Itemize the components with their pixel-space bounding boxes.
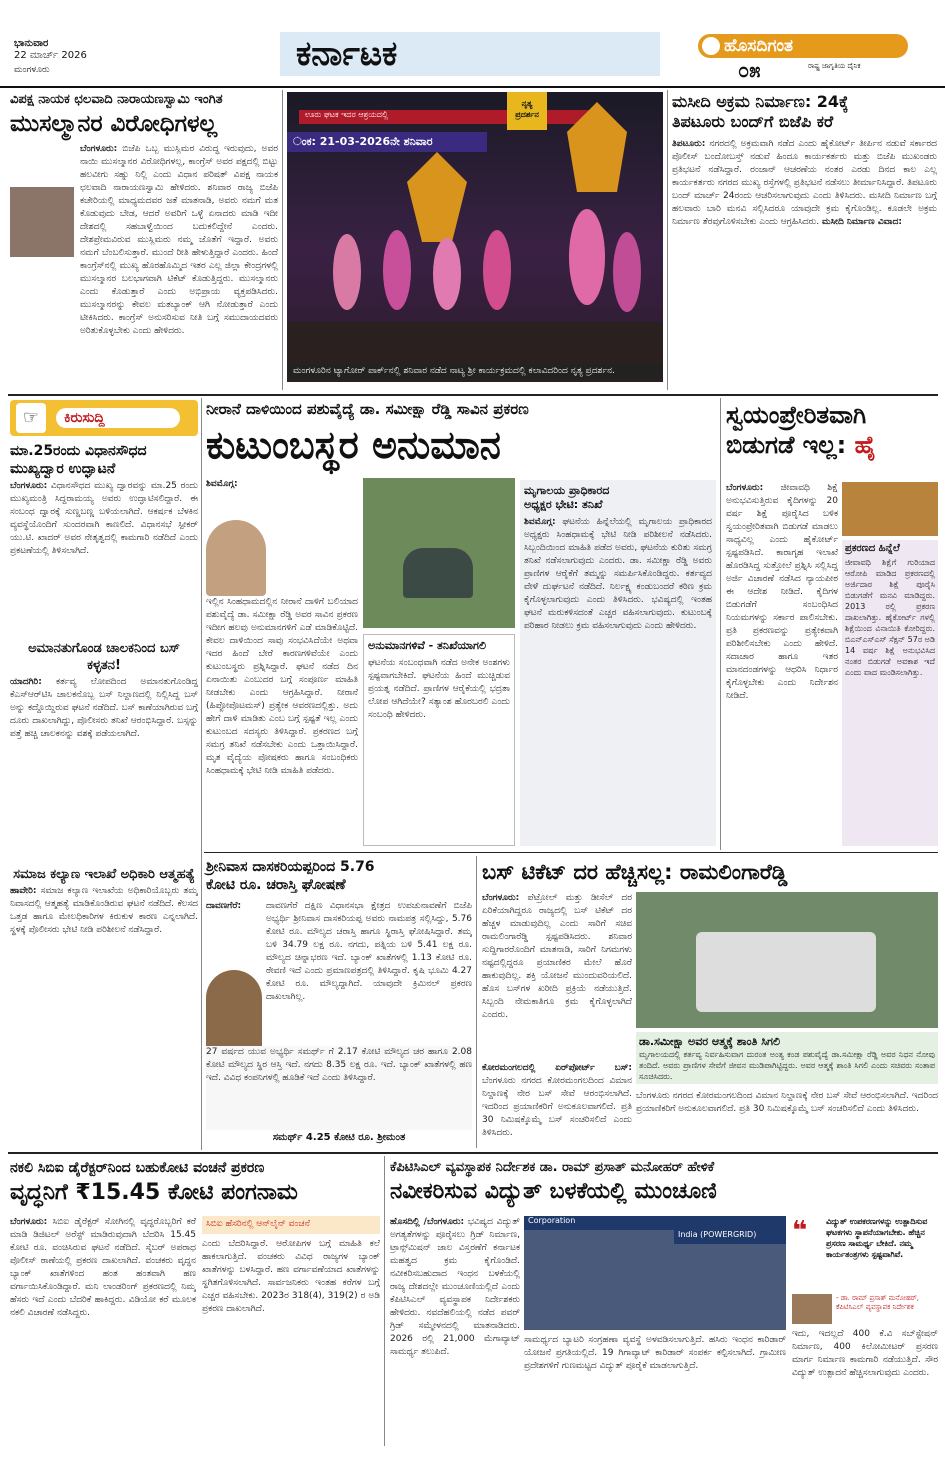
hc-dateline: ಬೆಂಗಳೂರು: — [726, 483, 764, 493]
hc-story — [726, 400, 938, 460]
doubt-box — [363, 634, 515, 846]
story2-subhead: ಮಸೀದಿ ನಿರ್ಮಾಣ ವಿವಾದ: — [822, 217, 902, 227]
hc-body-col — [726, 482, 838, 846]
quote-icon: ❝ — [792, 1216, 808, 1246]
header-date: 22 ಮಾರ್ಚ್ 2026 — [14, 50, 87, 61]
hc-headline-2b: ಹೈ — [854, 431, 877, 459]
politician-photo — [10, 187, 74, 257]
zoo-authority-box — [520, 480, 716, 846]
divider — [667, 90, 668, 390]
bus-photo — [636, 892, 938, 1028]
story1-headline: ಮುಸಲ್ಮಾನರ ವಿರೋಧಿಗಳಲ್ಲ — [10, 111, 218, 137]
photo-caption: ಮಂಗಳೂರಿನ ಟ್ಯಾಗೋರ್ ಪಾರ್ಕ್‌ನಲ್ಲಿ ಶನಿವಾರ ನಡೆದ ನಾಟ್ಯ ಶ್ರೀ ಕಾರ್ಯಕ್ರಮದಲ್ಲಿ ಕಲಾವಿದರಿಂದ ನೃತ್ಯ ಪ್ರದರ್ಶನ. — [287, 364, 663, 378]
doubt-box-body: ಘಟನೆಯ ಸಂಬಂಧವಾಗಿ ನಡೆದ ಅನೇಕ ಅಂಶಗಳು ಸ್ಪಷ್ಟವಾಗಬೇಕಿದೆ. ಘಟನೆಯ ಹಿಂದೆ ಮುಚ್ಚಿಡುವ ಪ್ರಯತ್ನ ನಡೆದಿದೆ. ಪ್ರಾಣಿಗಳ ಆರೈಕೆಯಲ್ಲಿ ಭದ್ರತಾ ಲೋಪ ಆಗಿದೆಯೇ? ಸತ್ಯಾಂಶ ಹೊರಬರಲಿ ಎಂದು ಸಂಬಂಧಿ ಹೇಳಿದರು. — [368, 658, 510, 720]
header-day: ಭಾನುವಾರ — [14, 38, 49, 49]
logo-tagline: ರಾಷ್ಟ್ರ ಜಾಗೃತಿಯ ದೈನಿಕ — [808, 62, 861, 70]
power-body: ಭವಿಷ್ಯದ ವಿದ್ಯುತ್ ಅಗತ್ಯತೆಗಳನ್ನು ಪೂರೈಸಲು ಗ್ರಿಡ್ ನಿರ್ಮಾಣ, ಟ್ರಾನ್ಸ್‌ಮಿಷನ್ ಜಾಲ ವಿಸ್ತರಣೆಗೆ ಕರ್ನಾಟಕ ಮಹತ್ವದ ಕ್ರಮ ಕೈಗೊಂಡಿದೆ. ನವೀಕರಿಸಬಹುದಾದ ಇಂಧನ ಬಳಕೆಯಲ್ಲಿ ರಾಜ್ಯ ದೇಶದಲ್ಲೇ ಮುಂಚೂಣಿಯಲ್ಲಿದೆ ಎಂದು ಕೆಪಿಟಿಸಿಎಲ್ ವ್ಯವಸ್ಥಾಪಕ ನಿರ್ದೇಶಕರು ಹೇಳಿದರು. ನವದೆಹಲಿಯಲ್ಲಿ ನಡೆದ ಪವರ್ ಗ್ರಿಡ್ ಸಮ್ಮೇಳನದಲ್ಲಿ ಮಾತನಾಡಿದರು. 2026 ರಲ್ಲಿ 21,000 ಮೆಗಾವ್ಯಾಟ್ ಸಾಮರ್ಥ್ಯ ತಲುಪಿದೆ. — [390, 1217, 520, 1357]
story2-headline-1: ಮಸೀದಿ ಅಕ್ರಮ ನಿರ್ಮಾಣ: 24ಕ್ಕೆ — [672, 92, 849, 111]
dance-photo — [287, 92, 663, 382]
side-dateline: ಶಿವಮೊಗ್ಗ: — [524, 517, 556, 527]
cbi-story — [10, 1160, 380, 1208]
cbi-dateline: ಬೆಂಗಳೂರು: — [10, 1217, 48, 1227]
crowd-figure — [696, 932, 876, 1012]
bus-sub-head: ಕೋರಮಂಗಲದಲ್ಲಿ ಏರ್‌ಪೋರ್ಟ್ ಬಸ್: — [482, 1063, 632, 1073]
photo-label-2: ಪ್ರದರ್ಶನ — [515, 110, 539, 119]
story2-headline-2: ತಿಪಟೂರು ಬಂದ್‌ಗೆ ಬಿಜೆಪಿ ಕರೆ — [672, 112, 834, 131]
quote-text: ವಿದ್ಯುತ್ ಉಪಕರಣಗಳನ್ನು ಉತ್ಪಾದಿಸುವ ಘಟಕಗಳು ಸ್ಥಾಪನೆಯಾಗಬೇಕು. ಹೆಚ್ಚಿನ ಪ್ರಸರಣ ಸಾಮರ್ಥ್ಯ ಬೇಕಿದೆ. ನಮ್ಮ ಕಾರ್ಯತಂತ್ರಗಳು ಸ್ಪಷ್ಟವಾಗಿವೆ. — [826, 1217, 928, 1259]
side-head-2: ಅಧ್ಯಕ್ಷರ ಭೇಟಿ: ತನಿಖೆ — [524, 498, 603, 511]
cbi-body: ಸಿಬಿಐ ಡೈರೆಕ್ಟರ್ ಸೋಗಿನಲ್ಲಿ ವೃದ್ಧರೊಬ್ಬರಿಗೆ ಕರೆ ಮಾಡಿ ಡಿಜಿಟಲ್ ಅರೆಸ್ಟ್ ಮಾಡಿರುವುದಾಗಿ ಬೆದರಿಸಿ 15.45 ಕೋಟಿ ರೂ. ವಂಚಿಸಿರುವ ಘಟನೆ ನಡೆದಿದೆ. ಸೈಬರ್ ಅಪರಾಧ ಪೊಲೀಸ್ ಠಾಣೆಯಲ್ಲಿ ಪ್ರಕರಣ ದಾಖಲಾಗಿದೆ. ವಂಚಕರು ವೃದ್ಧನ ಬ್ಯಾಂಕ್ ಖಾತೆಗಳಿಂದ ಹಂತ ಹಂತವಾಗಿ ಹಣ ವರ್ಗಾಯಿಸಿಕೊಂಡಿದ್ದಾರೆ. ಮನಿ ಲಾಂಡರಿಂಗ್ ಪ್ರಕರಣದಲ್ಲಿ ನಿಮ್ಮ ಹೆಸರು ಇದೆ ಎಂದು ಬೆದರಿಕೆ ಹಾಕಿದ್ದರು. ವಿಡಿಯೋ ಕರೆ ಮೂಲಕ ನಕಲಿ ವಿಚಾರಣೆ ನಡೆಸಿದ್ದರು. — [10, 1217, 196, 1318]
lamp-icon — [702, 37, 720, 55]
main-kicker: ನೀರಾನೆ ದಾಳಿಯಿಂದ ಪಶುವೈದ್ಯೆ ಡಾ. ಸಮೀಕ್ಷಾ ರೆಡ್ಡಿ ಸಾವಿನ ಪ್ರಕರಣ — [206, 400, 529, 418]
divider — [384, 1156, 385, 1446]
quote-author: - ಡಾ. ರಾಮ್ ಪ್ರಸಾತ್ ಮನೋಹರ್, ಕೆಪಿಟಿಸಿಎಲ್ ವ್ಯವಸ್ಥಾಪಕ ನಿರ್ದೇಶಕ — [836, 1294, 919, 1311]
cbi-headline: ವೃದ್ಧನಿಗೆ ₹15.45 ಕೋಟಿ ಪಂಗನಾಮ — [10, 1180, 298, 1205]
cbi-kicker: ನಕಲಿ ಸಿಬಿಐ ಡೈರೆಕ್ಟರ್‌ನಿಂದ ಬಹುಕೋಟಿ ವಂಚನೆ ಪ್ರಕರಣ — [10, 1160, 265, 1176]
hc-background-box — [842, 540, 938, 846]
side-head-1: ಮೃಗಾಲಯ ಪ್ರಾಧಿಕಾರದ — [524, 484, 610, 497]
bus-sub — [482, 1062, 632, 1144]
cbi-body-col — [10, 1216, 196, 1438]
bus-extra-body: ಬೆಂಗಳೂರು ನಗರದ ಕೋರಮಂಗಲದಿಂದ ವಿಮಾನ ನಿಲ್ದಾಣಕ್ಕೆ ನೇರ ಬಸ್ ಸೇವೆ ಆರಂಭಿಸಲಾಗಿದೆ. ಇದರಿಂದ ಪ್ರಯಾಣಿಕರಿಗೆ ಅನುಕೂಲವಾಗಲಿದೆ. ಪ್ರತಿ 30 ನಿಮಿಷಕ್ಕೊಮ್ಮೆ ಬಸ್ ಸಂಚರಿಸಲಿದೆ ಎಂದು ತಿಳಿಸಿದರು. — [636, 1091, 938, 1114]
brief2-dateline: ಯಾದಗಿರಿ: — [10, 677, 42, 687]
dasara-dateline: ದಾವಣಗೆರೆ: — [206, 901, 242, 911]
dasara-story — [206, 858, 472, 894]
photo-banner-2: ಂಕ: 21-03-2026ನೇ ಶನಿವಾರ — [287, 132, 487, 152]
power-body-col — [390, 1216, 520, 1438]
zoo-photo — [363, 478, 515, 628]
main-headline: ಕುಟುಂಬಸ್ಥರ ಅನುಮಾನ — [206, 423, 501, 467]
power-kicker: ಕೆಪಿಟಿಸಿಎಲ್ ವ್ಯವಸ್ಥಾಪಕ ನಿರ್ದೇಶಕ ಡಾ. ರಾಮ್ ಪ್ರಸಾತ್ ಮನೋಹರ್ ಹೇಳಿಕೆ — [390, 1160, 715, 1175]
candidate-photo — [206, 970, 262, 1050]
dasara-footer: ಸಮರ್ಥ್ 4.25 ಕೋಟಿ ರೂ. ಶ್ರೀಮಂತ — [272, 1132, 406, 1143]
divider — [720, 398, 721, 850]
story1-kicker: ವಿಪಕ್ಷ ನಾಯಕ ಛಲವಾದಿ ನಾರಾಯಣಸ್ವಾಮಿ ಇಂಗಿತ — [10, 92, 223, 107]
brief1-head: ಮಾ.25ರಂದು ವಿಧಾನಸೌಧದ ಮುಖ್ಯದ್ವಾರ ಉದ್ಘಾಟನೆ — [10, 443, 147, 477]
main-col1 — [206, 478, 358, 596]
logo-badge — [698, 34, 908, 58]
condolence-body: ಮೃಗಾಲಯದಲ್ಲಿ ಕರ್ತವ್ಯ ನಿರ್ವಹಿಸುವಾಗ ದುರಂತ ಅಂತ್ಯ ಕಂಡ ಪಶುವೈದ್ಯೆ ಡಾ.ಸಮೀಕ್ಷಾ ರೆಡ್ಡಿ ಅವರ ನಿಧನ ನೋವು ತಂದಿದೆ. ಅವರು ಪ್ರಾಣಿಗಳ ಸೇವೆಗೆ ಜೀವನ ಮುಡಿಪಾಗಿಟ್ಟಿದ್ದರು. ಅವರ ಆತ್ಮಕ್ಕೆ ಶಾಂತಿ ಸಿಗಲಿ ಎಂದು ಸಚಿವರು ಸಂತಾಪ ಸೂಚಿಸಿದರು. — [639, 1050, 935, 1081]
dasara-headline-2: ಕೋಟಿ ರೂ. ಚರಾಸ್ತಿ ಘೋಷಣೆ — [206, 877, 346, 893]
bus-dateline: ಬೆಂಗಳೂರು: — [482, 893, 520, 903]
divider — [476, 856, 477, 1148]
side-body: ಘಟನೆಯ ಹಿನ್ನೆಲೆಯಲ್ಲಿ ಮೃಗಾಲಯ ಪ್ರಾಧಿಕಾರದ ಅಧ್ಯಕ್ಷರು ಸಿಂಹಧಾಮಕ್ಕೆ ಭೇಟಿ ನೀಡಿ ಪರಿಶೀಲನೆ ನಡೆಸಿದರು. ಸಿಬ್ಬಂದಿಯಿಂದ ಮಾಹಿತಿ ಪಡೆದ ಅವರು, ಘಟನೆಯ ಕುರಿತು ಸಮಗ್ರ ತನಿಖೆ ನಡೆಸಲಾಗುವುದು ಎಂದರು. ಡಾ. ಸಮೀಕ್ಷಾ ರೆಡ್ಡಿ ಅವರು ಪ್ರಾಣಿಗಳ ಆರೈಕೆಗೆ ತಮ್ಮನ್ನು ಸಮರ್ಪಿಸಿಕೊಂಡಿದ್ದರು. ಕರ್ತವ್ಯದ ವೇಳೆ ದುರ್ಘಟನೆ ನಡೆದಿದೆ. ನಿರ್ಲಕ್ಷ್ಯ ಕಂಡುಬಂದರೆ ಕಠಿಣ ಕ್ರಮ ಕೈಗೊಳ್ಳಲಾಗುವುದು ಎಂದು ತಿಳಿಸಿದರು. ಭವಿಷ್ಯದಲ್ಲಿ ಇಂತಹ ಘಟನೆ ಮರುಕಳಿಸದಂತೆ ಎಚ್ಚರ ವಹಿಸಲಾಗುವುದು. ಕುಟುಂಬಕ್ಕೆ ಪರಿಹಾರ ನೀಡಲು ಕ್ರಮ ವಹಿಸಲಾಗುವುದು ಎಂದು ಹೇಳಿದರು. — [524, 517, 712, 631]
brief3-head: ಸಮಾಜ ಕಲ್ಯಾಣ ಇಲಾಖೆ ಅಧಿಕಾರಿ ಆತ್ಮಹತ್ಯೆ — [13, 867, 195, 882]
photo-label-1: ನೃತ್ಯ — [521, 99, 533, 108]
brief3-dateline: ಹಾವೇರಿ: — [10, 886, 37, 896]
bus-body: ಪೆಟ್ರೋಲ್ ಮತ್ತು ಡೀಸೆಲ್ ದರ ಏರಿಕೆಯಾಗಿದ್ದರೂ ರಾಜ್ಯದಲ್ಲಿ ಬಸ್ ಟಿಕೆಟ್ ದರ ಹೆಚ್ಚಳ ಮಾಡುವುದಿಲ್ಲ ಎಂದು ಸಾರಿಗೆ ಸಚಿವ ರಾಮಲಿಂಗಾರೆಡ್ಡಿ ಸ್ಪಷ್ಟಪಡಿಸಿದರು. ಶನಿವಾರ ಸುದ್ದಿಗಾರರೊಂದಿಗೆ ಮಾತನಾಡಿ, ಸಾರಿಗೆ ನಿಗಮಗಳು ನಷ್ಟದಲ್ಲಿದ್ದರೂ ಪ್ರಯಾಣಿಕರ ಮೇಲೆ ಹೊರೆ ಹಾಕುವುದಿಲ್ಲ. ಶಕ್ತಿ ಯೋಜನೆ ಮುಂದುವರಿಯಲಿದೆ. ಹೊಸ ಬಸ್‌ಗಳ ಖರೀದಿ ಪ್ರಕ್ರಿಯೆ ನಡೆಯುತ್ತಿದೆ. ಸಿಬ್ಬಂದಿ ನೇಮಕಾತಿಗೂ ಕ್ರಮ ಕೈಗೊಳ್ಳಲಾಗಿದೆ ಎಂದರು. — [482, 893, 632, 1020]
brief2-body: ಕರ್ತವ್ಯ ಲೋಪದಿಂದ ಅಮಾನತುಗೊಂಡಿದ್ದ ಕೆಎಸ್ಆರ್‌ಟಿಸಿ ಚಾಲಕನೊಬ್ಬ ಬಸ್ ನಿಲ್ದಾಣದಲ್ಲಿ ನಿಲ್ಲಿಸಿದ್ದ ಬಸ್ ಅನ್ನು ಕದ್ದೊಯ್ದಿರುವ ಘಟನೆ ನಡೆದಿದೆ. ಬಸ್ ಕಾಣೆಯಾಗಿರುವ ಬಗ್ಗೆ ದೂರು ದಾಖಲಾಗಿದ್ದು, ಪೊಲೀಸರು ತನಿಖೆ ಆರಂಭಿಸಿದ್ದಾರೆ. ಬಸ್ಸನ್ನು ಪತ್ತೆ ಹಚ್ಚಿ ಚಾಲಕನನ್ನು ವಶಕ್ಕೆ ಪಡೆಯಲಾಗಿದೆ. — [10, 677, 198, 739]
kirusuddi-column — [10, 400, 198, 1075]
pointing-hand-icon: ☞ — [16, 403, 46, 433]
main-story — [206, 400, 716, 470]
power-col3: ಸಾಮರ್ಥ್ಯದ ಬ್ಯಾಟರಿ ಸಂಗ್ರಹಣಾ ವ್ಯವಸ್ಥೆ ಅಳವಡಿಸಲಾಗುತ್ತಿದೆ. ಹಸಿರು ಇಂಧನ ಕಾರಿಡಾರ್ ಯೋಜನೆ ಪ್ರಗತಿಯಲ್ಲಿದೆ. 19 ಗಿಗಾವ್ಯಾಟ್ ಕಾರಿಡಾರ್ ಸಂಪರ್ಕ ಕಲ್ಪಿಸಲಾಗಿದೆ. ಗ್ರಾಮೀಣ ಪ್ರದೇಶಗಳಿಗೆ ಗುಣಮಟ್ಟದ ವಿದ್ಯುತ್ ಪೂರೈಕೆ ಮಾಡಲಾಗುತ್ತಿದೆ. — [524, 1335, 786, 1371]
brief2-head: ಅಮಾನತುಗೊಂಡ ಚಾಲಕನಿಂದ ಬಸ್ ಕಳ್ಳತನ! — [28, 641, 180, 673]
dasara-headline-1: ಶ್ರೀನಿವಾಸ ದಾಸಕರಿಯಪ್ಪರಿಂದ 5.76 — [206, 859, 375, 875]
header-rule — [0, 86, 945, 88]
masthead-logo — [698, 34, 908, 80]
people-figure — [403, 548, 473, 598]
divider — [201, 398, 202, 1150]
brief3-body: ಸಮಾಜ ಕಲ್ಯಾಣ ಇಲಾಖೆಯ ಅಧಿಕಾರಿಯೊಬ್ಬರು ತಮ್ಮ ನಿವಾಸದಲ್ಲಿ ಆತ್ಮಹತ್ಯೆ ಮಾಡಿಕೊಂಡಿರುವ ಘಟನೆ ನಡೆದಿದೆ. ಕೆಲಸದ ಒತ್ತಡ ಹಾಗೂ ಮೇಲಧಿಕಾರಿಗಳ ಕಿರುಕುಳ ಕಾರಣ ಎನ್ನಲಾಗಿದೆ. ಸ್ಥಳಕ್ಕೆ ಪೊಲೀಸರು ಭೇಟಿ ನೀಡಿ ಪರಿಶೀಲನೆ ನಡೆಸಿದ್ದಾರೆ. — [10, 886, 198, 935]
brief1-body: ವಿಧಾನಸೌಧದ ಮುಖ್ಯ ದ್ವಾರವನ್ನು ಮಾ.25 ರಂದು ಮುಖ್ಯಮಂತ್ರಿ ಸಿದ್ದರಾಮಯ್ಯ ಅವರು ಉದ್ಘಾಟಿಸಲಿದ್ದಾರೆ. ಈ ಸಂಬಂಧ ದ್ವಾರಕ್ಕೆ ಸುಣ್ಣಬಣ್ಣ ಬಳಿಯಲಾಗಿದೆ. ಆಕರ್ಷಕ ಬೆಳಕಿನ ವ್ಯವಸ್ಥೆಯೊಂದಿಗೆ ಸುಂದರವಾಗಿ ಕಾಣಲಿದೆ. ವಿಧಾನಸಭೆ ಸ್ಪೀಕರ್ ಯು.ಟಿ. ಖಾದರ್ ಅವರ ನೇತೃತ್ವದಲ್ಲಿ ಕಾಮಗಾರಿ ನಡೆದಿದೆ ಎಂದು ಪ್ರಕಟಣೆಯಲ್ಲಿ ತಿಳಿಸಲಾಗಿದೆ. — [10, 481, 198, 556]
header-dateline — [14, 38, 109, 76]
condolence-head: ಡಾ.ಸಮೀಕ್ಷಾ ಅವರ ಆತ್ಮಕ್ಕೆ ಶಾಂತಿ ಸಿಗಲಿ — [639, 1035, 781, 1048]
victim-photo — [206, 520, 266, 596]
hc-body: ಜೀವಾವಧಿ ಶಿಕ್ಷೆ ಅನುಭವಿಸುತ್ತಿರುವ ಕೈದಿಗಳನ್ನು 20 ವರ್ಷ ಶಿಕ್ಷೆ ಪೂರೈಸಿದ ಬಳಿಕ ಸ್ವಯಂಪ್ರೇರಿತವಾಗಿ ಬಿಡುಗಡೆ ಮಾಡಲು ಸಾಧ್ಯವಿಲ್ಲ ಎಂದು ಹೈಕೋರ್ಟ್ ಸ್ಪಷ್ಟಪಡಿಸಿದೆ. ಕಾರಾಗೃಹ ಇಲಾಖೆ ಹೊರಡಿಸಿದ್ದ ಸುತ್ತೋಲೆ ಪ್ರಶ್ನಿಸಿ ಸಲ್ಲಿಸಿದ್ದ ಅರ್ಜಿ ವಿಚಾರಣೆ ನಡೆಸಿದ ನ್ಯಾಯಪೀಠ ಈ ಆದೇಶ ನೀಡಿದೆ. ಕೈದಿಗಳ ಬಿಡುಗಡೆಗೆ ಸಂಬಂಧಿಸಿದ ನಿಯಮಗಳನ್ನು ಸರ್ಕಾರ ಪಾಲಿಸಬೇಕು. ಪ್ರತಿ ಪ್ರಕರಣವನ್ನು ಪ್ರತ್ಯೇಕವಾಗಿ ಪರಿಶೀಲಿಸಬೇಕು ಎಂದು ಹೇಳಿದೆ. ಸದಾಚಾರ ಹಾಗೂ ಇತರ ಮಾನದಂಡಗಳನ್ನು ಆಧರಿಸಿ ನಿರ್ಧಾರ ಕೈಗೊಳ್ಳಬೇಕು ಎಂದು ನಿರ್ದೇಶನ ನೀಡಿದೆ. — [726, 483, 838, 701]
condolence-box — [636, 1032, 938, 1084]
section-rule — [204, 852, 938, 853]
cbi-tag: ಸಿಬಿಐ ಹೆಸರಿನಲ್ಲಿ ಆನ್‌ಲೈನ್ ವಂಚನೆ — [202, 1216, 380, 1234]
hc-headline-2a: ಬಿಡುಗಡೆ ಇಲ್ಲ: — [726, 431, 855, 459]
hc-box-body: ಜೀವಾವಧಿ ಶಿಕ್ಷೆಗೆ ಗುರಿಯಾದ ಆರೋಪಿ ಮಾಡಿದ ಪ್ರಕರಣದಲ್ಲಿ ಅರ್ಜಿದಾರ ಶಿಕ್ಷೆ ಪೂರೈಸಿ ಬಿಡುಗಡೆಗೆ ಮನವಿ ಮಾಡಿದ್ದರು. 2013 ರಲ್ಲಿ ಪ್ರಕರಣ ದಾಖಲಾಗಿತ್ತು. ಹೈಕೋರ್ಟ್ ಗಳಲ್ಲಿ ಶಿಕ್ಷೆಯಿಂದ ವಿನಾಯಿತಿ ಕೋರಿದ್ದರು. ಬಿಎನ್ಎಸ್‌ಎಸ್ ಸೆಕ್ಷನ್ 57ರ ಅಡಿ 14 ವರ್ಷ ಶಿಕ್ಷೆ ಅನುಭವಿಸಿದ ನಂತರ ಬಿಡುಗಡೆ ಅವಕಾಶ ಇದೆ ಎಂದು ವಾದ ಮಂಡಿಸಲಾಗಿತ್ತು. — [845, 558, 935, 677]
hc-box-head: ಪ್ರಕರಣದ ಹಿನ್ನೆಲೆ — [845, 543, 900, 554]
main-dateline: ಶಿವಮೊಗ್ಗ: — [206, 479, 238, 489]
kirusuddi-title: ಕಿರುಸುದ್ದಿ — [56, 408, 180, 428]
bus-body-col — [482, 892, 632, 1058]
story-mosque — [672, 92, 937, 388]
story1-dateline: ಬೆಂಗಳೂರು: — [80, 144, 118, 154]
dancers-illustration — [287, 92, 663, 382]
section-title: ಕರ್ನಾಟಕ — [280, 32, 660, 76]
dasara-body: ದಾವಣಗೆರೆ ದಕ್ಷಿಣ ವಿಧಾನಸಭಾ ಕ್ಷೇತ್ರದ ಉಪಚುನಾವಣೆಗೆ ಬಿಜೆಪಿ ಅಭ್ಯರ್ಥಿ ಶ್ರೀನಿವಾಸ ದಾಸಕರಿಯಪ್ಪ ಅವರು ನಾಮಪತ್ರ ಸಲ್ಲಿಸಿದ್ದು, 5.76 ಕೋಟಿ ರೂ. ಮೌಲ್ಯದ ಚರಾಸ್ತಿ ಹಾಗೂ ಸ್ಥಿರಾಸ್ತಿ ಘೋಷಿಸಿದ್ದಾರೆ. ತಮ್ಮ ಬಳಿ 34.79 ಲಕ್ಷ ರೂ. ನಗದು, ಪತ್ನಿಯ ಬಳಿ 5.41 ಲಕ್ಷ ರೂ. ಮೌಲ್ಯದ ಚಿನ್ನಾಭರಣ ಇದೆ. ಬ್ಯಾಂಕ್ ಖಾತೆಗಳಲ್ಲಿ 1.13 ಕೋಟಿ ರೂ. ಠೇವಣಿ ಇದೆ ಎಂದು ಪ್ರಮಾಣಪತ್ರದಲ್ಲಿ ತಿಳಿಸಿದ್ದಾರೆ. ಕೃಷಿ ಭೂಮಿ 4.27 ಕೋಟಿ ರೂ. ಮೌಲ್ಯದ್ದಾಗಿದೆ. ಯಾವುದೇ ಕ್ರಿಮಿನಲ್ ಪ್ರಕರಣ ದಾಖಲಾಗಿಲ್ಲ. — [266, 901, 472, 1002]
brief1-dateline: ಬೆಂಗಳೂರು: — [10, 481, 48, 491]
power-dateline: ಹೊಸದಿಲ್ಲಿ /ಬೆಂಗಳೂರು: — [390, 1217, 465, 1227]
photo-banner-1: ಊರು ಘಟಕ ಇದರ ಆಶ್ರಯದಲ್ಲಿ — [299, 110, 599, 124]
page-number: ೦೫ — [738, 58, 761, 82]
conference-banner-2: India (POWERGRID) — [674, 1230, 786, 1244]
section-rule — [8, 1152, 938, 1154]
main-body-col1: ಇಲ್ಲಿನ ಸಿಂಹಧಾಮದಲ್ಲಿನ ನೀರಾನೆ ದಾಳಿಗೆ ಬಲಿಯಾದ ಪಶುವೈದ್ಯೆ ಡಾ. ಸಮೀಕ್ಷಾ ರೆಡ್ಡಿ ಅವರ ಸಾವಿನ ಪ್ರಕರಣ ಇದೀಗ ಹಲವು ಅನುಮಾನಗಳಿಗೆ ಎಡೆ ಮಾಡಿಕೊಟ್ಟಿದೆ. ಕೇವಲ ದಾಳಿಯಿಂದ ಸಾವು ಸಂಭವಿಸಿದೆಯೇ ಅಥವಾ ಇದರ ಹಿಂದೆ ಬೇರೆ ಕಾರಣಗಳಿವೆಯೇ ಎಂದು ಕುಟುಂಬಸ್ಥರು ಪ್ರಶ್ನಿಸಿದ್ದಾರೆ. ಘಟನೆ ನಡೆದ ದಿನ ಏನಾಯಿತು ಎಂಬುದರ ಬಗ್ಗೆ ಸಂಪೂರ್ಣ ಮಾಹಿತಿ ನೀಡಬೇಕು ಎಂದು ಆಗ್ರಹಿಸಿದ್ದಾರೆ. ನೀರಾನೆ (ಹಿಪ್ಪೋಪೊಟಮಸ್) ಪ್ರತ್ಯೇಕ ಆವರಣದಲ್ಲಿತ್ತು. ಅದು ಹೇಗೆ ದಾಳಿ ಮಾಡಿತು ಎಂಬ ಬಗ್ಗೆ ಸ್ಪಷ್ಟತೆ ಇಲ್ಲ ಎಂದು ಕುಟುಂಬದ ಸದಸ್ಯರು ತಿಳಿಸಿದ್ದಾರೆ. ಪ್ರಕರಣದ ಬಗ್ಗೆ ಸಮಗ್ರ ತನಿಖೆ ನಡೆಸಬೇಕು ಎಂದು ಒತ್ತಾಯಿಸಿದ್ದಾರೆ. ಮೃತ ವೈದ್ಯೆಯ ಪೋಷಕರು ಹಾಗೂ ಸಂಬಂಧಿಕರು ಸಿಂಹಧಾಮಕ್ಕೆ ಭೇಟಿ ನೀಡಿ ಮಾಹಿತಿ ಪಡೆದರು. — [206, 597, 358, 776]
logo-text: ಹೊಸದಿಗಂತ — [724, 36, 794, 56]
section-rule — [8, 394, 938, 396]
power-col4: ಇದು, ಇದಲ್ಲದೆ 400 ಕೆ.ವಿ ಸಬ್‌ಸ್ಟೇಷನ್ ನಿರ್ಮಾಣ, 400 ಕಿಲೋಮೀಟರ್ ಪ್ರಸರಣ ಮಾರ್ಗ ನಿರ್ಮಾಣ ಕಾಮಗಾರಿ ನಡೆಯುತ್ತಿದೆ. ಸೌರ ವಿದ್ಯುತ್ ಉತ್ಪಾದನೆ ಹೆಚ್ಚಿಸಲಾಗುವುದು ಎಂದರು. — [792, 1329, 938, 1378]
story1-body: ಬಿಜೆಪಿ ಒಬ್ಬ ಮುಸ್ಲಿಮರ ವಿರುದ್ಧ ಇರುವುದು, ಅವರ ನಾಯಿ ಮುಸಲ್ಮಾನರ ವಿರೋಧಿಗಳಲ್ಲ, ಕಾಂಗ್ರೆಸ್ ಅವರ ಪಕ್ಷದಲ್ಲಿ ಬಿಟ್ಟು ಹಲವೀಗು ಸಹ್ನು ನಿಲ್ಲಿ ಎಂದು ವಿಧಾನ ಪರಿಷತ್ ವಿಪಕ್ಷ ನಾಯಕ ಛಲವಾದಿ ನಾರಾಯಣಸ್ವಾಮಿ ಹೇಳಿದರು. ಶನಿವಾರ ರಾಜ್ಯ ಬಿಜೆಪಿ ಕಚೇರಿಯಲ್ಲಿ ಮಾಧ್ಯಮದವರ ಜತೆ ಮಾತನಾಡಿ, ಅವರು ನಮಗೆ ಮತ ಕೊಡುವುದು ಬೇಡ, ಆದರೆ ಅವರಿಗೆ ಒಳ್ಳೆ ಏನಾದರು ಮಾಡಿ ಇದೀ ದೇಶದಲ್ಲಿ ಸಹಬಾಳ್ವೆಯಿಂದ ಬದುಕಲಿದ್ದೇನೆ ಎಂದರು. ದೇಶಪ್ರೇಮವಿರುವ ಮುಸ್ಲಿಮರು ನಮ್ಮ ಜೊತೆಗೆ ಇದ್ದಾರೆ. ಅವರು ನಮಗೆ ಬೆಂಬಲಿಸುತ್ತಾರೆ. ಮುಂದೆ ರೀತಿ ಹೇಳುತ್ತಿದ್ದಾರೆ ಎಂದರು. ಹಿಂದೆ ಕಾಂಗ್ರೆಸ್‌ನಲ್ಲಿ ಮುಖ್ಯ ಹೊರಹೊಮ್ಮಿದ ಇತರ ಎಲ್ಲ ಜಿಲ್ಲಾ ಕೇಂದ್ರಗಳಲ್ಲಿ ಮುಸಲ್ಮಾನರ ಬಲಭಾಗವಾಗಿ ಟಿಕೆಟ್ ಕೊಡುತ್ತಿದ್ದರು. ಮುಸಲ್ಮಾನರು ಎಂದು ಕೊಡುತ್ತಾರೆ ಎಂದು ಅಭಿಪ್ರಾಯ ವ್ಯಕ್ತಪಡಿಸಿದರು. ಮುಸಲ್ಮಾನರನ್ನು ಕೇವಲ ಮತಬ್ಯಾಂಕ್ ಆಗಿ ನೋಡುತ್ತಾರೆ ಎಂದು ಟೀಕಿಸಿದರು. ಕಾಂಗ್ರೆಸ್ ಅನುಸರಿಸುವ ನೀತಿ ಬಗ್ಗೆ ಸಮುದಾಯದವರು ಅರಿತುಕೊಳ್ಳಬೇಕು ಎಂದು ಹೇಳಿದರು. — [80, 144, 278, 336]
doubt-box-head: ಅನುಮಾನಗಳಿವೆ - ತನಿಖೆಯಾಗಲಿ — [368, 639, 487, 652]
kirusuddi-box — [10, 400, 198, 436]
power-headline: ನವೀಕರಿಸುವ ವಿದ್ಯುತ್ ಬಳಕೆಯಲ್ಲಿ ಮುಂಚೂಣಿ — [390, 1179, 717, 1204]
story-muslim — [10, 92, 278, 375]
power-story — [390, 1160, 938, 1207]
story2-dateline: ತಿಪಟೂರು: — [672, 139, 706, 149]
story2-body: ನಗರದಲ್ಲಿ ಅಕ್ರಮವಾಗಿ ನಡೆದ ಎಂದು ಹೈಕೋರ್ಟ್ ತೀರ್ಪಿನ ನಡುವೆ ಸರ್ಕಾರದ ಪೊಲೀಸ್ ಬಂದೋಬಸ್ತ್ ನಡುವೆ ಹಿಂದೂ ಕಾರ್ಯಕರ್ತರು ಮತ್ತು ಬಿಜೆಪಿ ಮುಖಂಡರು ಪ್ರತಿಭಟನೆ ನಡೆಸಿದ್ದಾರೆ. ರಂಜಾನ್ ಆಚರಣೆಯ ನಂತರ ಎರಡು ದಿನದ ಕಾಲ ಎಲ್ಲ ಕಾರ್ಯಕರ್ತರು ನಗರದ ಮುಖ್ಯ ರಸ್ತೆಗಳಲ್ಲಿ ಪ್ರತಿಭಟನೆ ನಡೆಸಲು ತೀರ್ಮಾನಿಸಿದ್ದಾರೆ. ತಿಪಟೂರು ಬಂದ್ ಮಾರ್ಚ್ 24ರಂದು ಆಚರಿಸಲಾಗುವುದು ಎಂದು ತಿಳಿಸಿದರು. ಮಸೀದಿ ನಿರ್ಮಾಣ ಬಗ್ಗೆ ಹಲವಾರು ಬಾರಿ ಮನವಿ ಸಲ್ಲಿಸಿದರೂ ಯಾವುದೇ ಕ್ರಮ ಕೈಗೊಂಡಿಲ್ಲ. ಕೂಡಲೇ ಅಕ್ರಮ ನಿರ್ಮಾಣ ತೆರವುಗೊಳಿಸಬೇಕು ಎಂದು ಆಗ್ರಹಿಸಿದರು. — [672, 139, 937, 227]
hc-headline-1: ಸ್ವಯಂಪ್ರೇರಿತವಾಗಿ — [726, 401, 867, 429]
header-city: ಮಂಗಳೂರು — [14, 65, 50, 75]
dasara-mid-body: 27 ವರ್ಷದ ಯುವ ಅಭ್ಯರ್ಥಿ ಸಮರ್ಥ್ ಗೆ 2.17 ಕೋಟಿ ಮೌಲ್ಯದ ಚರ ಹಾಗೂ 2.08 ಕೋಟಿ ಮೌಲ್ಯದ ಸ್ಥಿರ ಆಸ್ತಿ ಇದೆ. ನಗದು 8.35 ಲಕ್ಷ ರೂ. ಇದೆ. ಬ್ಯಾಂಕ್ ಖಾತೆಗಳಲ್ಲಿ ಹಣ ಇದೆ. ವಿವಿಧ ಕಂಪನಿಗಳಲ್ಲಿ ಹೂಡಿಕೆ ಇದೆ ಎಂದು ತಿಳಿಸಿದ್ದಾರೆ. — [206, 1046, 472, 1130]
cbi-mid-body: ಎಂದು ಬೆದರಿಸಿದ್ದಾರೆ. ಆರೋಪಿಗಳ ಬಗ್ಗೆ ಮಾಹಿತಿ ಕಲೆ ಹಾಕಲಾಗುತ್ತಿದೆ. ವಂಚಕರು ವಿವಿಧ ರಾಜ್ಯಗಳ ಬ್ಯಾಂಕ್ ಖಾತೆಗಳನ್ನು ಬಳಸಿದ್ದಾರೆ. ಹಣ ವರ್ಗಾವಣೆಯಾದ ಖಾತೆಗಳನ್ನು ಸ್ಥಗಿತಗೊಳಿಸಲಾಗಿದೆ. ಸಾರ್ವಜನಿಕರು ಇಂತಹ ಕರೆಗಳ ಬಗ್ಗೆ ಎಚ್ಚರ ವಹಿಸಬೇಕು. 2023ರ 318(4), 319(2) ರ ಅಡಿ ಪ್ರಕರಣ ದಾಖಲಾಗಿದೆ. — [202, 1239, 380, 1314]
bus-headline: ಬಸ್ ಟಿಕೆಟ್ ದರ ಹೆಚ್ಚಿಸಲ್ಲ: ರಾಮಲಿಂಗಾರೆಡ್ಡಿ — [482, 860, 788, 884]
quote-block — [792, 1216, 938, 1324]
bus-sub-body: ಬೆಂಗಳೂರು ನಗರದ ಕೋರಮಂಗಲದಿಂದ ವಿಮಾನ ನಿಲ್ದಾಣಕ್ಕೆ ನೇರ ಬಸ್ ಸೇವೆ ಆರಂಭಿಸಲಾಗಿದೆ. ಇದರಿಂದ ಪ್ರಯಾಣಿಕರಿಗೆ ಅನುಕೂಲವಾಗಲಿದೆ. ಪ್ರತಿ 30 ನಿಮಿಷಕ್ಕೊಮ್ಮೆ ಬಸ್ ಸಂಚರಿಸಲಿದೆ ಎಂದು ತಿಳಿಸಿದರು. — [482, 1076, 632, 1138]
conference-photo — [524, 1216, 786, 1330]
conference-banner-1: Corporation — [524, 1216, 786, 1230]
court-photo — [842, 482, 938, 536]
md-photo — [792, 1294, 832, 1324]
divider — [282, 90, 283, 390]
